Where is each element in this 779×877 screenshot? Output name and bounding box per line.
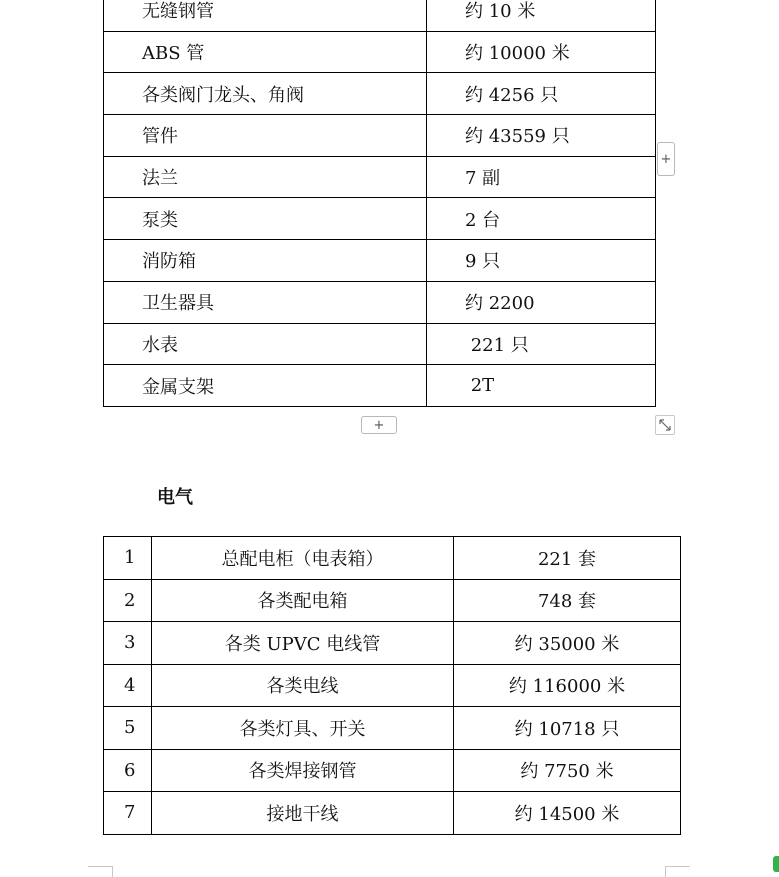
- electrical-table: [103, 536, 681, 835]
- table-row: [104, 281, 656, 323]
- page-corner-mark-left: [88, 866, 113, 877]
- row-number[interactable]: 2: [104, 579, 152, 622]
- table-row: [104, 792, 681, 835]
- page-corner-mark-right: [665, 866, 690, 877]
- item-name[interactable]: ABS 管: [104, 31, 427, 73]
- table-row: [104, 31, 656, 73]
- row-number[interactable]: 1: [104, 537, 152, 580]
- row-number[interactable]: 7: [104, 792, 152, 835]
- item-quantity[interactable]: 9 只: [427, 240, 656, 282]
- item-quantity[interactable]: 221 只: [427, 323, 656, 365]
- row-number[interactable]: 6: [104, 749, 152, 792]
- item-quantity[interactable]: 约 10718 只: [454, 707, 681, 750]
- item-name[interactable]: 法兰: [104, 156, 427, 198]
- section-title-electrical: 电气: [157, 487, 193, 508]
- table-row: [104, 707, 681, 750]
- item-quantity[interactable]: 约 116000 米: [454, 664, 681, 707]
- item-quantity[interactable]: 约 14500 米: [454, 792, 681, 835]
- item-name[interactable]: 各类阀门龙头、角阀: [104, 73, 427, 115]
- item-name[interactable]: 卫生器具: [104, 281, 427, 323]
- add-row-button[interactable]: +: [361, 416, 397, 434]
- table-row: [104, 579, 681, 622]
- table-row: [104, 156, 656, 198]
- item-name[interactable]: 各类电线: [152, 664, 454, 707]
- resize-arrows-icon: [658, 418, 672, 432]
- item-quantity[interactable]: 约 2200: [427, 281, 656, 323]
- item-quantity[interactable]: 约 7750 米: [454, 749, 681, 792]
- item-quantity[interactable]: 2T: [427, 365, 656, 407]
- item-name[interactable]: 消防箱: [104, 240, 427, 282]
- table-row: [104, 365, 656, 407]
- table-row: [104, 0, 656, 31]
- item-name[interactable]: 各类灯具、开关: [152, 707, 454, 750]
- table-row: [104, 323, 656, 365]
- item-quantity[interactable]: 7 副: [427, 156, 656, 198]
- item-name[interactable]: 各类 UPVC 电线管: [152, 622, 454, 665]
- row-number[interactable]: 5: [104, 707, 152, 750]
- table-row: [104, 749, 681, 792]
- water-supply-table: [103, 0, 656, 407]
- item-name[interactable]: 水表: [104, 323, 427, 365]
- add-column-button[interactable]: +: [657, 142, 675, 176]
- item-quantity[interactable]: 约 10000 米: [427, 31, 656, 73]
- row-number[interactable]: 3: [104, 622, 152, 665]
- item-quantity[interactable]: 约 10 米: [427, 0, 656, 31]
- item-name[interactable]: 无缝钢管: [104, 0, 427, 31]
- table-row: [104, 73, 656, 115]
- item-name[interactable]: 管件: [104, 115, 427, 157]
- side-panel-edge[interactable]: [773, 856, 779, 872]
- item-name[interactable]: 各类配电箱: [152, 579, 454, 622]
- item-quantity[interactable]: 748 套: [454, 579, 681, 622]
- table-row: [104, 664, 681, 707]
- table-row: [104, 240, 656, 282]
- row-number[interactable]: 4: [104, 664, 152, 707]
- item-quantity[interactable]: 221 套: [454, 537, 681, 580]
- table-row: [104, 198, 656, 240]
- item-name[interactable]: 金属支架: [104, 365, 427, 407]
- item-quantity[interactable]: 2 台: [427, 198, 656, 240]
- item-quantity[interactable]: 约 43559 只: [427, 115, 656, 157]
- table-resize-handle[interactable]: [655, 415, 675, 435]
- table-row: [104, 115, 656, 157]
- item-name[interactable]: 接地干线: [152, 792, 454, 835]
- table-row: [104, 537, 681, 580]
- item-name[interactable]: 各类焊接钢管: [152, 749, 454, 792]
- item-quantity[interactable]: 约 35000 米: [454, 622, 681, 665]
- item-name[interactable]: 总配电柜（电表箱）: [152, 537, 454, 580]
- item-name[interactable]: 泵类: [104, 198, 427, 240]
- table-row: [104, 622, 681, 665]
- item-quantity[interactable]: 约 4256 只: [427, 73, 656, 115]
